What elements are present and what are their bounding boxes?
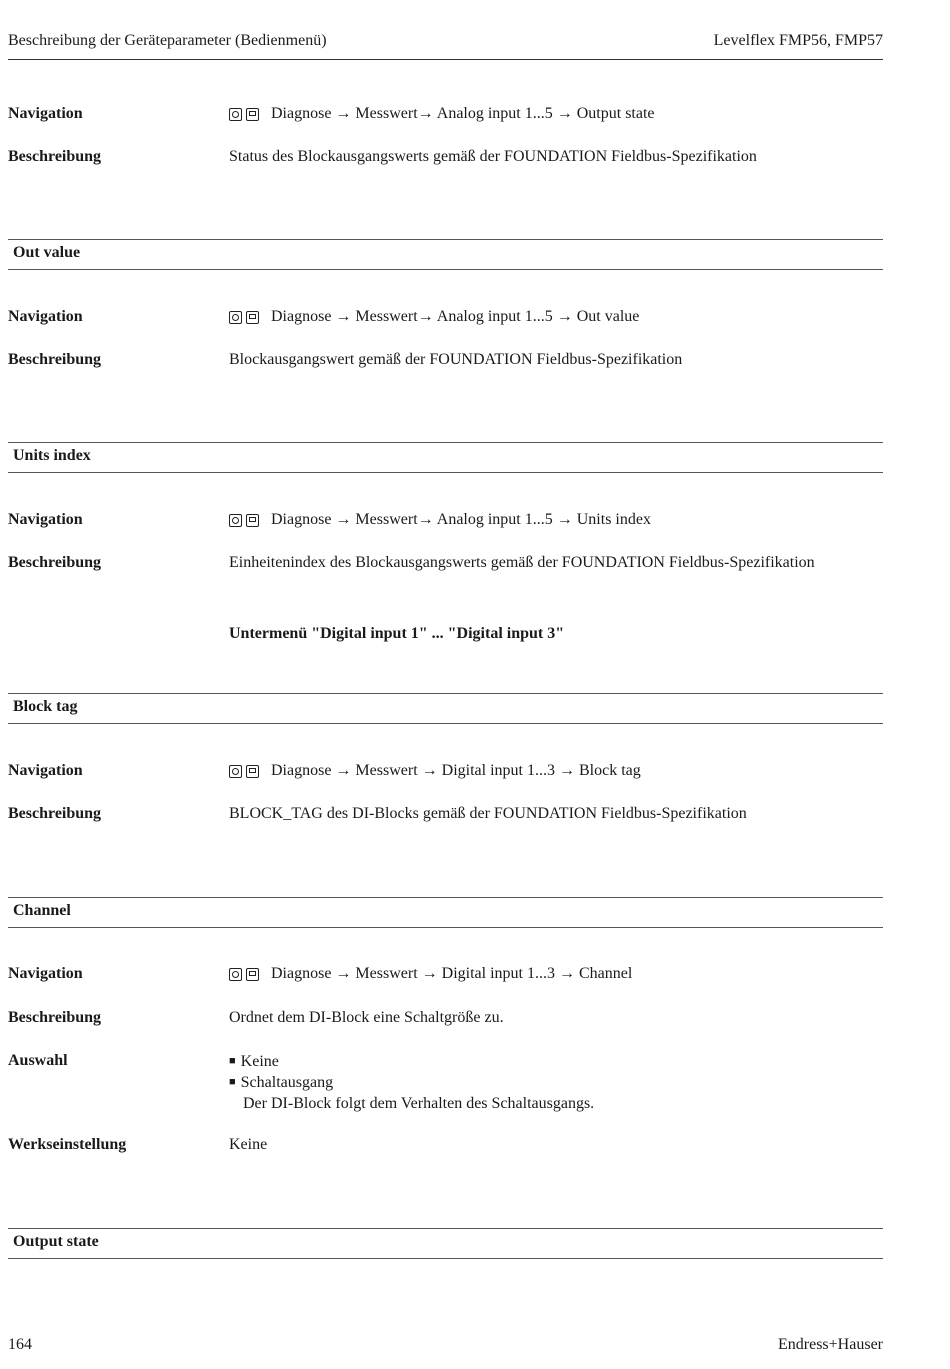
description-text: Ordnet dem DI-Block eine Schaltgröße zu.: [229, 1009, 504, 1026]
display-icon: [246, 311, 259, 324]
description-text: Einheitenindex des Blockausgangswerts gemäß der FOUNDATION Fieldbus-Spezifikation: [229, 554, 815, 571]
display-icon: [246, 765, 259, 778]
list-item: ■ Schaltausgang: [229, 1073, 594, 1094]
section-title: Block tag: [13, 698, 78, 715]
navigation-label: Navigation: [8, 308, 83, 325]
header-rule: [8, 59, 883, 60]
section-header-block-tag: [8, 693, 883, 724]
operating-tool-icon: [229, 968, 242, 981]
navigation-path: Diagnose → Messwert→ Analog input 1...5 → Output state: [229, 105, 655, 126]
factory-setting-value: Keine: [229, 1136, 268, 1153]
section-title: Output state: [13, 1233, 99, 1250]
footer-brand: Endress+Hauser: [778, 1336, 883, 1353]
display-icon: [246, 968, 259, 981]
option-list: [229, 1052, 594, 1114]
section-header-units-index: [8, 442, 883, 473]
page-number: 164: [8, 1336, 32, 1353]
description-label: Beschreibung: [8, 351, 102, 368]
operating-tool-icon: [229, 311, 242, 324]
navigation-label: Navigation: [8, 762, 83, 779]
running-header-title: Beschreibung der Geräteparameter (Bedienmenü): [8, 32, 327, 49]
section-title: Channel: [13, 902, 71, 919]
factory-setting-label: Werkseinstellung: [8, 1136, 127, 1153]
description-label: Beschreibung: [8, 554, 102, 571]
navigation-label: Navigation: [8, 105, 83, 122]
description-text: Status des Blockausgangswerts gemäß der FOUNDATION Fieldbus-Spezifikation: [229, 148, 757, 165]
section-header-output-state: [8, 1228, 883, 1259]
section-title: Units index: [13, 447, 91, 464]
description-label: Beschreibung: [8, 805, 102, 822]
navigation-path: Diagnose → Messwert→ Analog input 1...5 → Out value: [229, 308, 639, 329]
submenu-heading: Untermenü "Digital input 1" ... "Digital input 3": [229, 625, 565, 642]
display-icon: [246, 514, 259, 527]
navigation-path: Diagnose → Messwert → Digital input 1...3 → Block tag: [229, 762, 641, 783]
navigation-path: Diagnose → Messwert→ Analog input 1...5 → Units index: [229, 511, 651, 532]
list-item: ■ Keine: [229, 1052, 594, 1073]
navigation-label: Navigation: [8, 965, 83, 982]
operating-tool-icon: [229, 514, 242, 527]
description-text: Blockausgangswert gemäß der FOUNDATION Fieldbus-Spezifikation: [229, 351, 683, 368]
running-header-product: Levelflex FMP56, FMP57: [713, 32, 883, 49]
display-icon: [246, 108, 259, 121]
description-text: BLOCK_TAG des DI-Blocks gemäß der FOUNDATION Fieldbus-Spezifikation: [229, 805, 747, 822]
section-header-out-value: [8, 239, 883, 270]
navigation-label: Navigation: [8, 511, 83, 528]
description-label: Beschreibung: [8, 1009, 102, 1026]
operating-tool-icon: [229, 108, 242, 121]
operating-tool-icon: [229, 765, 242, 778]
option-note: Der DI-Block folgt dem Verhalten des Schaltausgangs.: [243, 1095, 595, 1112]
navigation-path: Diagnose → Messwert → Digital input 1...3 → Channel: [229, 965, 632, 986]
selection-label: Auswahl: [8, 1052, 68, 1069]
section-title: Out value: [13, 244, 81, 261]
description-label: Beschreibung: [8, 148, 102, 165]
section-header-channel: [8, 897, 883, 928]
